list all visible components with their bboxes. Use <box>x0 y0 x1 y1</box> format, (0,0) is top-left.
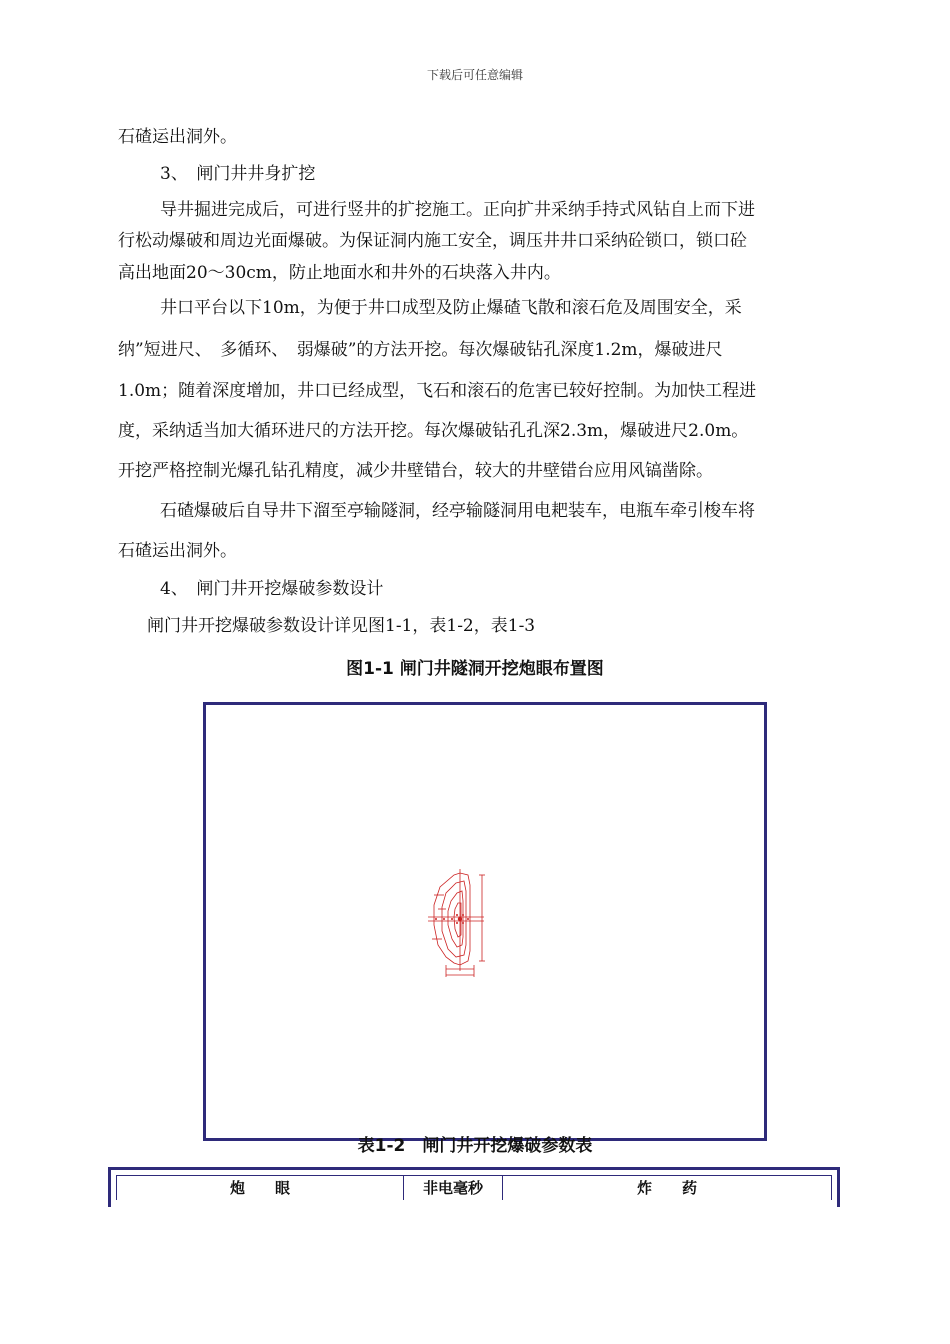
body-line: 行松动爆破和周边光面爆破。为保证洞内施工安全，调压井井口采纳砼锁口，锁口砼 <box>118 231 747 251</box>
parameter-table <box>108 1167 840 1207</box>
body-line: 开挖严格控制光爆孔钻孔精度，减少井壁错台，较大的井壁错台应用风镐凿除。 <box>118 461 713 481</box>
body-line: 石碴运出洞外。 <box>118 541 237 561</box>
table-caption: 表1-2 闸门井开挖爆破参数表 <box>357 1136 593 1156</box>
section-heading: 3、 闸门井井身扩挖 <box>160 164 316 184</box>
body-line: 纳”短进尺、 多循环、 弱爆破”的方法开挖。每次爆破钻孔深度1.2m，爆破进尺 <box>118 340 723 360</box>
section-heading: 4、 闸门井开挖爆破参数设计 <box>160 579 384 599</box>
body-line: 井口平台以下10m，为便于井口成型及防止爆碴飞散和滚石危及周围安全，采 <box>160 298 742 318</box>
table-header-cell: 炸 药 <box>502 1176 831 1200</box>
body-line: 石碴运出洞外。 <box>118 127 237 147</box>
page-header: 下载后可任意编辑 <box>426 68 523 82</box>
figure-frame <box>203 702 767 1141</box>
body-line: 度，采纳适当加大循环进尺的方法开挖。每次爆破钻孔孔深2.3m，爆破进尺2.0m。 <box>118 421 749 441</box>
body-line: 闸门井开挖爆破参数设计详见图1-1，表1-2，表1-3 <box>147 616 536 636</box>
body-line: 石碴爆破后自导井下溜至亭输隧洞，经亭输隧洞用电耙装车，电瓶车牵引梭车将 <box>160 501 755 521</box>
body-line: 1.0m；随着深度增加，井口已经成型，飞石和滚石的危害已较好控制。为加快工程进 <box>118 381 757 401</box>
figure-caption: 图1-1 闸门井隧洞开挖炮眼布置图 <box>346 659 604 679</box>
body-line: 高出地面20～30cm，防止地面水和井外的石块落入井内。 <box>118 263 561 283</box>
body-line: 导井掘进完成后，可进行竖井的扩挖施工。正向扩井采纳手持式风钻自上而下进 <box>160 200 755 220</box>
table-header-row <box>116 1175 832 1200</box>
table-header-cell: 非电毫秒 <box>403 1176 502 1200</box>
table-header-cell: 炮 眼 <box>229 1179 290 1197</box>
blast-hole-layout-drawing <box>424 865 494 980</box>
